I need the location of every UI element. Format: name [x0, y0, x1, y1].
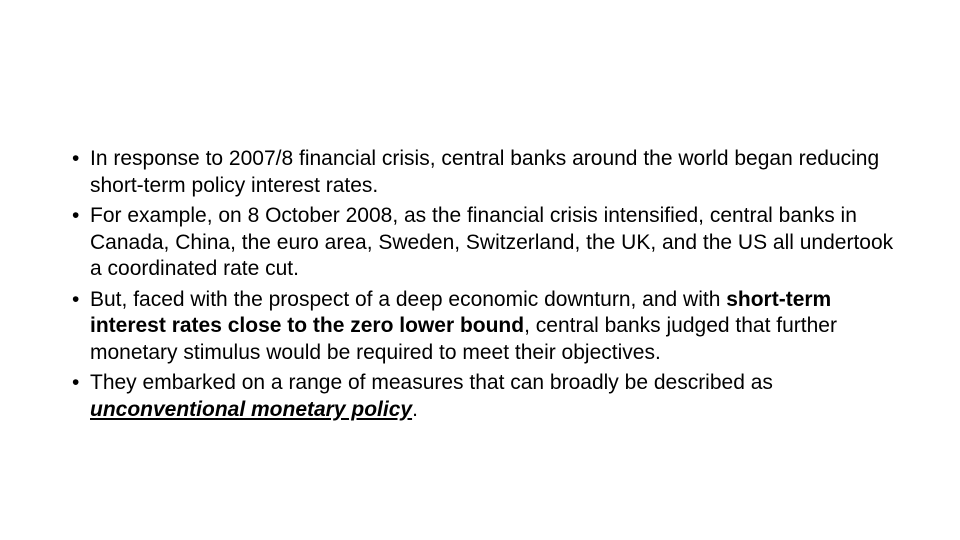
bullet-text: . [412, 397, 418, 421]
bullet-text: They embarked on a range of measures that can broadly be described as [90, 371, 773, 394]
bullet-dot-icon: • [72, 371, 80, 394]
bullet-text: For example, on 8 October 2008, as the financial crisis intensified, central banks in Canada, China, the euro area, Sweden, Switzerland, the UK, and the US all undertook a coordinated rate cut. [90, 204, 894, 280]
bullet-text: But, faced with the prospect of a deep economic downturn, and with [90, 287, 727, 311]
bullet-dot-icon: • [72, 147, 80, 170]
bullet-item [72, 370, 902, 423]
bullet-item [72, 146, 902, 199]
emphasis-phrase: unconventional monetary policy [90, 397, 413, 421]
bullet-list [72, 146, 902, 427]
bullet-dot-icon: • [72, 204, 80, 227]
bullet-item [72, 203, 902, 283]
bullet-dot-icon: • [72, 287, 80, 311]
bullet-item [72, 287, 902, 367]
bold-phrase: short-term interest rates close to the zero lower bound [90, 287, 832, 337]
bullet-text: , central banks judged that further monetary stimulus would be required to meet their objectives. [90, 314, 837, 364]
bullet-text: In response to 2007/8 financial crisis, central banks around the world began reducing short-term policy interest rates. [90, 147, 880, 197]
